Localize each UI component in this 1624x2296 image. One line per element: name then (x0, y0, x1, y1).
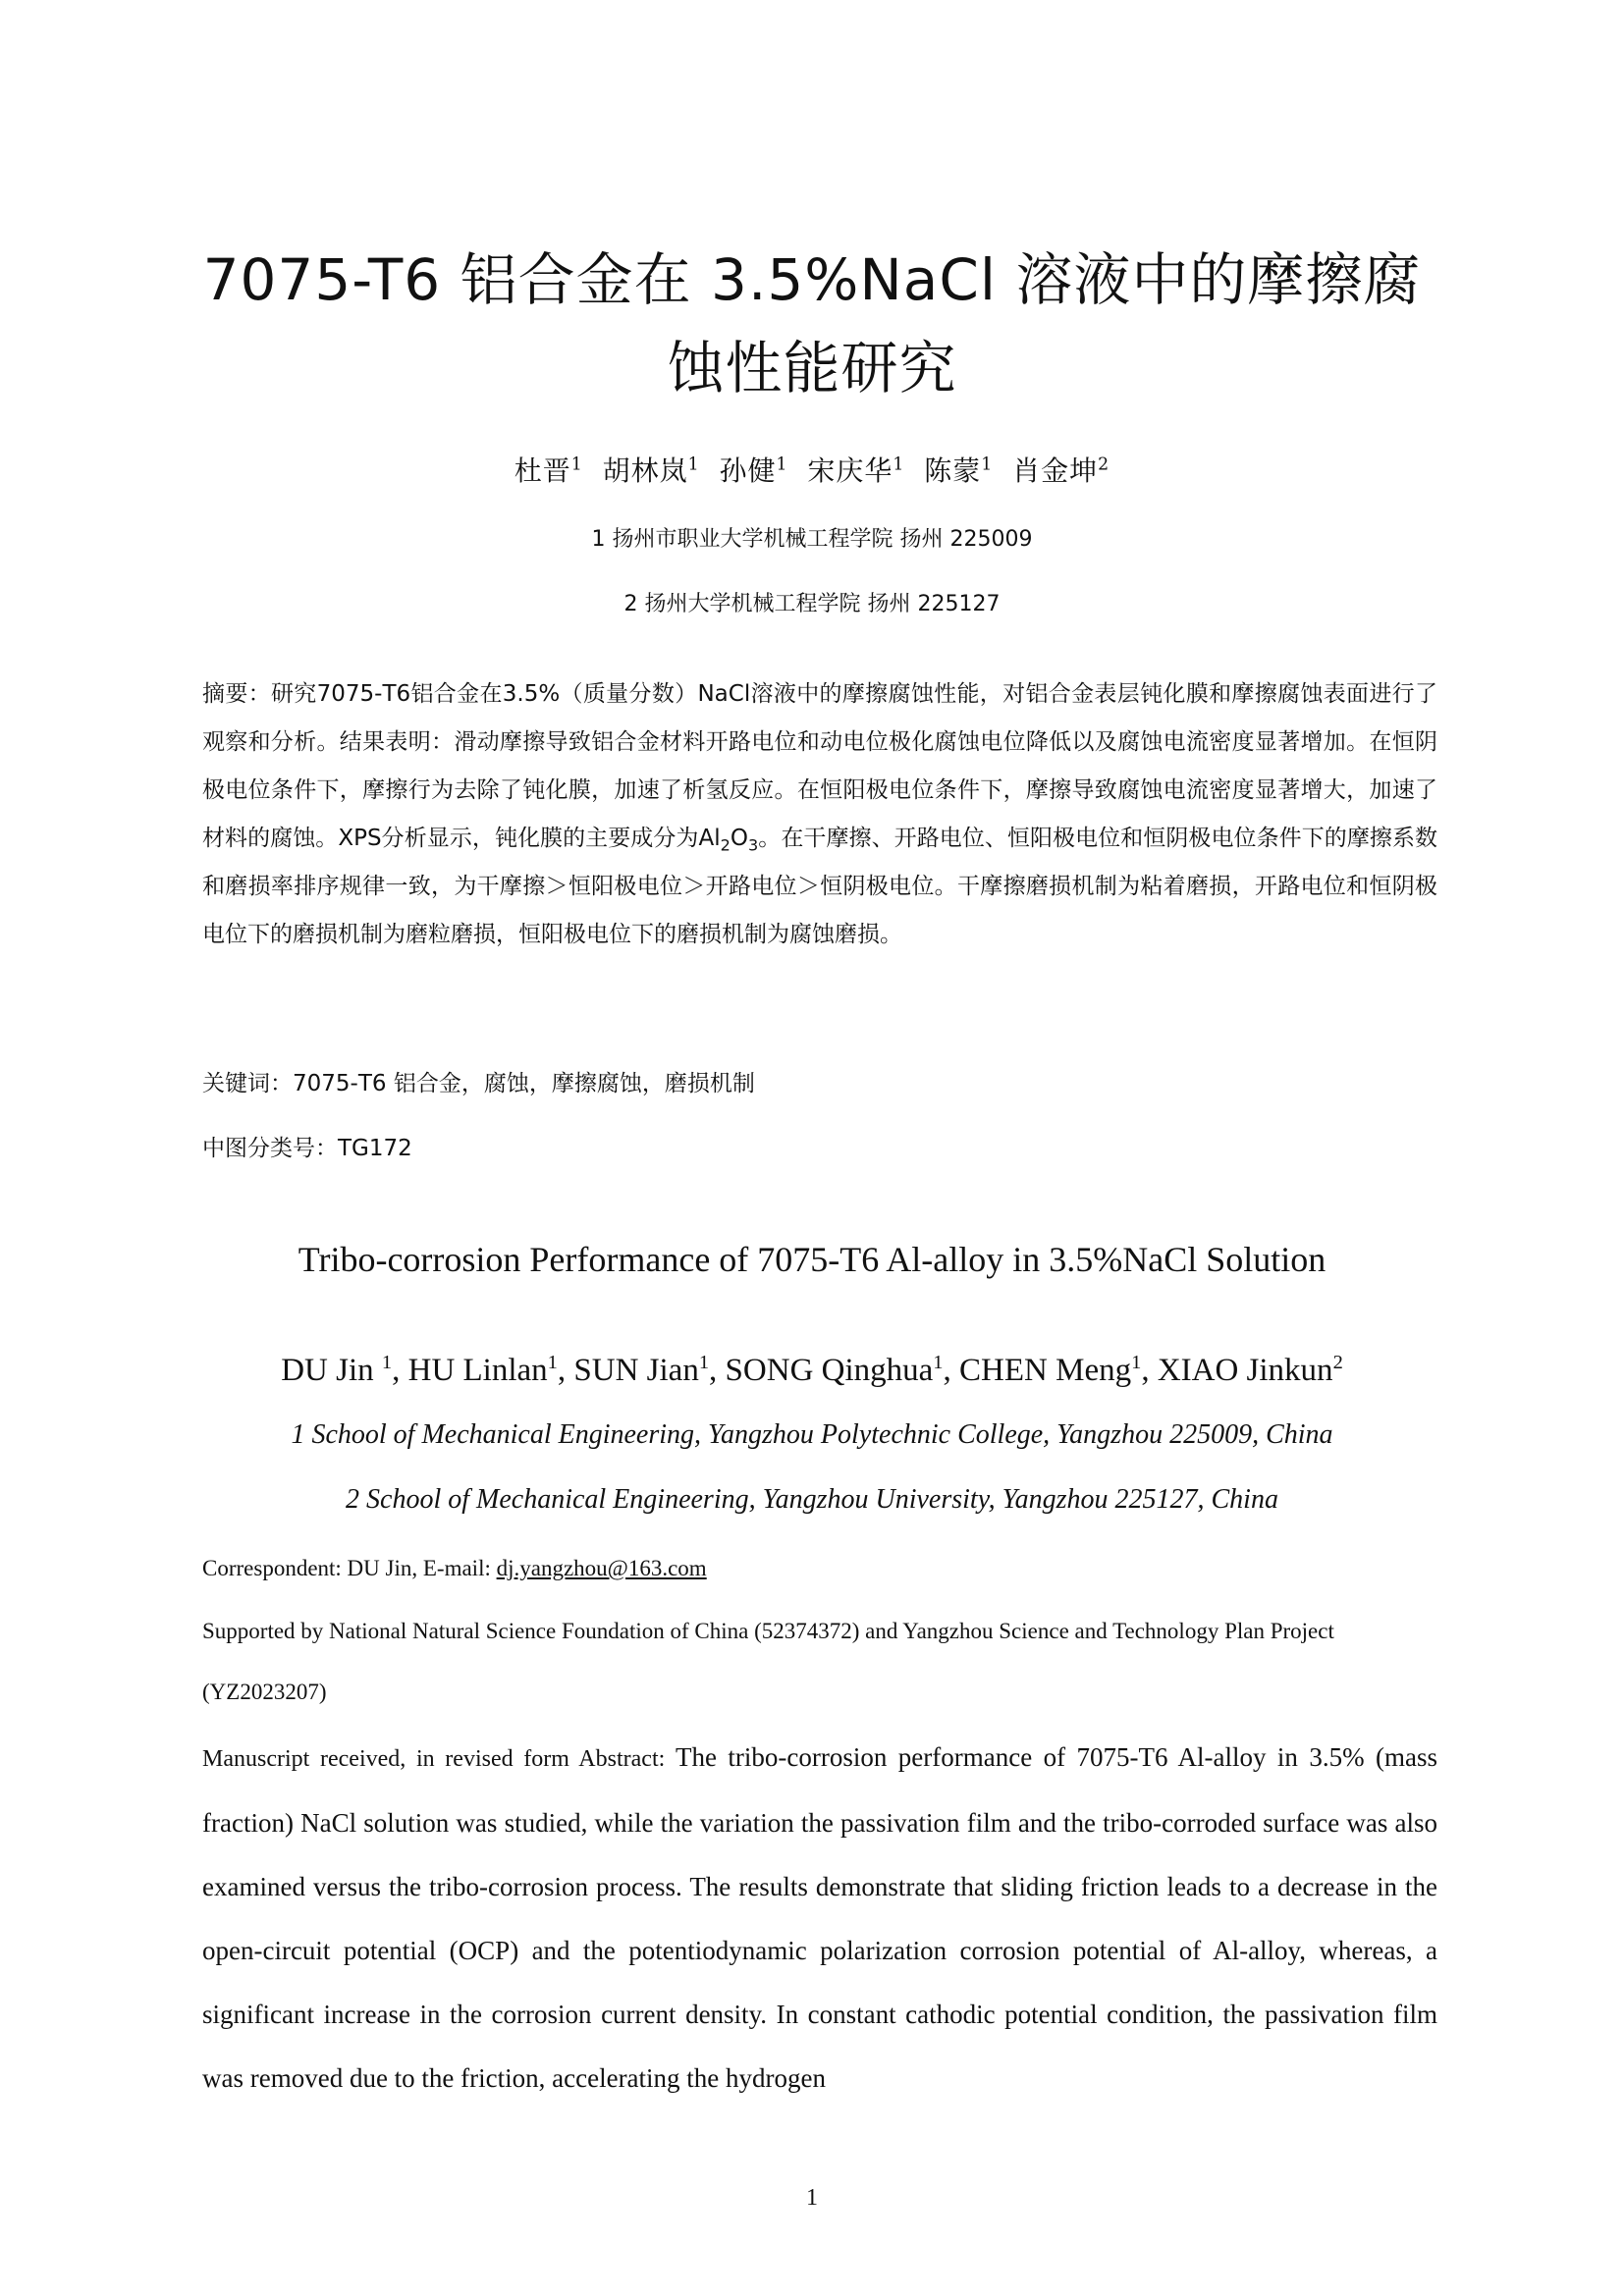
english-affiliation-2: 2 School of Mechanical Engineering, Yangzhou University, Yangzhou 225127, China (346, 1484, 1278, 1515)
author: SUN Jian$^1$, (573, 1352, 726, 1388)
chinese-affiliation-1: 1 扬州市职业大学机械工程学院 扬州 225009 (591, 527, 1033, 552)
author: 肖金坤$^2$ (1012, 454, 1110, 487)
chinese-title-line-1: 7075-T6 铝合金在 3.5%NaCl 溶液中的摩擦腐 (202, 246, 1422, 313)
funding-statement: Supported by National Natural Science Foundation of China (52374372) and Yangzhou Science and Technology Plan Project (YZ2023207) (202, 1619, 1334, 1704)
abstract-text: The tribo-corrosion performance of 7075-T6 Al-alloy in 3.5% (mass fraction) NaCl solution was studied, while the variation the passivation film and the tribo-corroded surface was also examined versus the tribo-corrosion process. The results demonstrate that sliding friction leads to a decrease in the open-circuit potential (OCP) and the potentiodynamic polarization corrosion potential of Al-alloy, whereas, a significant increase in the corrosion current density. In constant cathodic potential condition, the passivation film was removed due to the friction, accelerating the hydrogen (202, 1742, 1437, 2093)
english-title: Tribo-corrosion Performance of 7075-T6 Al-alloy in 3.5%NaCl Solution (298, 1240, 1326, 1279)
chinese-author-list (147, 450, 1477, 489)
chinese-affiliation-2: 2 扬州大学机械工程学院 扬州 225127 (623, 592, 1001, 616)
abstract-lead: Manuscript received, in revised form Abstract: (202, 1746, 676, 1772)
author: 孙健$^1$ (719, 454, 788, 487)
english-affiliation-1: 1 School of Mechanical Engineering, Yangzhou Polytechnic College, Yangzhou 225009, China (291, 1419, 1333, 1450)
email-link[interactable]: dj.yangzhou@163.com (496, 1556, 707, 1580)
author: 杜晋$^1$ (514, 454, 583, 487)
chinese-keywords: 关键词：7075-T6 铝合金，腐蚀，摩擦腐蚀，磨损机制 (202, 1071, 755, 1096)
page-number: 1 (806, 2185, 818, 2211)
author: HU Linlan$^1$, (407, 1352, 574, 1388)
author: 宋庆华$^1$ (807, 454, 905, 487)
chinese-title-line-2: 蚀性能研究 (667, 335, 957, 401)
author: CHEN Meng$^1$, (959, 1352, 1158, 1388)
author: 胡林岚$^1$ (602, 454, 700, 487)
correspondent-line: Correspondent: DU Jin, E-mail: dj.yangzhou@163.com (202, 1556, 707, 1580)
chinese-abstract: 摘要：研究7075-T6铝合金在3.5%（质量分数）NaCl溶液中的摩擦腐蚀性能，对铝合金表层钝化膜和摩擦腐蚀表面进行了观察和分析。结果表明：滑动摩擦导致铝合金材料开路电位和动电位极化腐蚀电位降低以及腐蚀电流密度显著增加。在恒阴极电位条件下，摩擦行为去除了钝化膜，加速了析氢反应。在恒阳极电位条件下，摩擦导致腐蚀电流密度显著增大，加速了材料的腐蚀。XPS分析显示，钝化膜的主要成分为$Al_2O_3$。在干摩擦、开路电位、恒阳极电位和恒阴极电位条件下的摩擦系数和磨损率排序规律一致，为干摩擦＞恒阳极电位＞开路电位＞恒阴极电位。干摩擦磨损机制为粘着磨损，开路电位和恒阴极电位下的磨损机制为磨粒磨损，恒阳极电位下的磨损机制为腐蚀磨损。 (202, 681, 1438, 947)
author: XIAO Jinkun$^2$ (1157, 1352, 1343, 1388)
classification-number: 中图分类号：TG172 (202, 1136, 412, 1161)
author: DU Jin $^1$, (281, 1352, 408, 1388)
author: 陈蒙$^1$ (924, 454, 994, 487)
english-author-list (147, 1353, 1477, 1389)
author: SONG Qinghua$^1$, (725, 1352, 960, 1388)
english-abstract (202, 1726, 1437, 2110)
chinese-title (147, 236, 1477, 412)
